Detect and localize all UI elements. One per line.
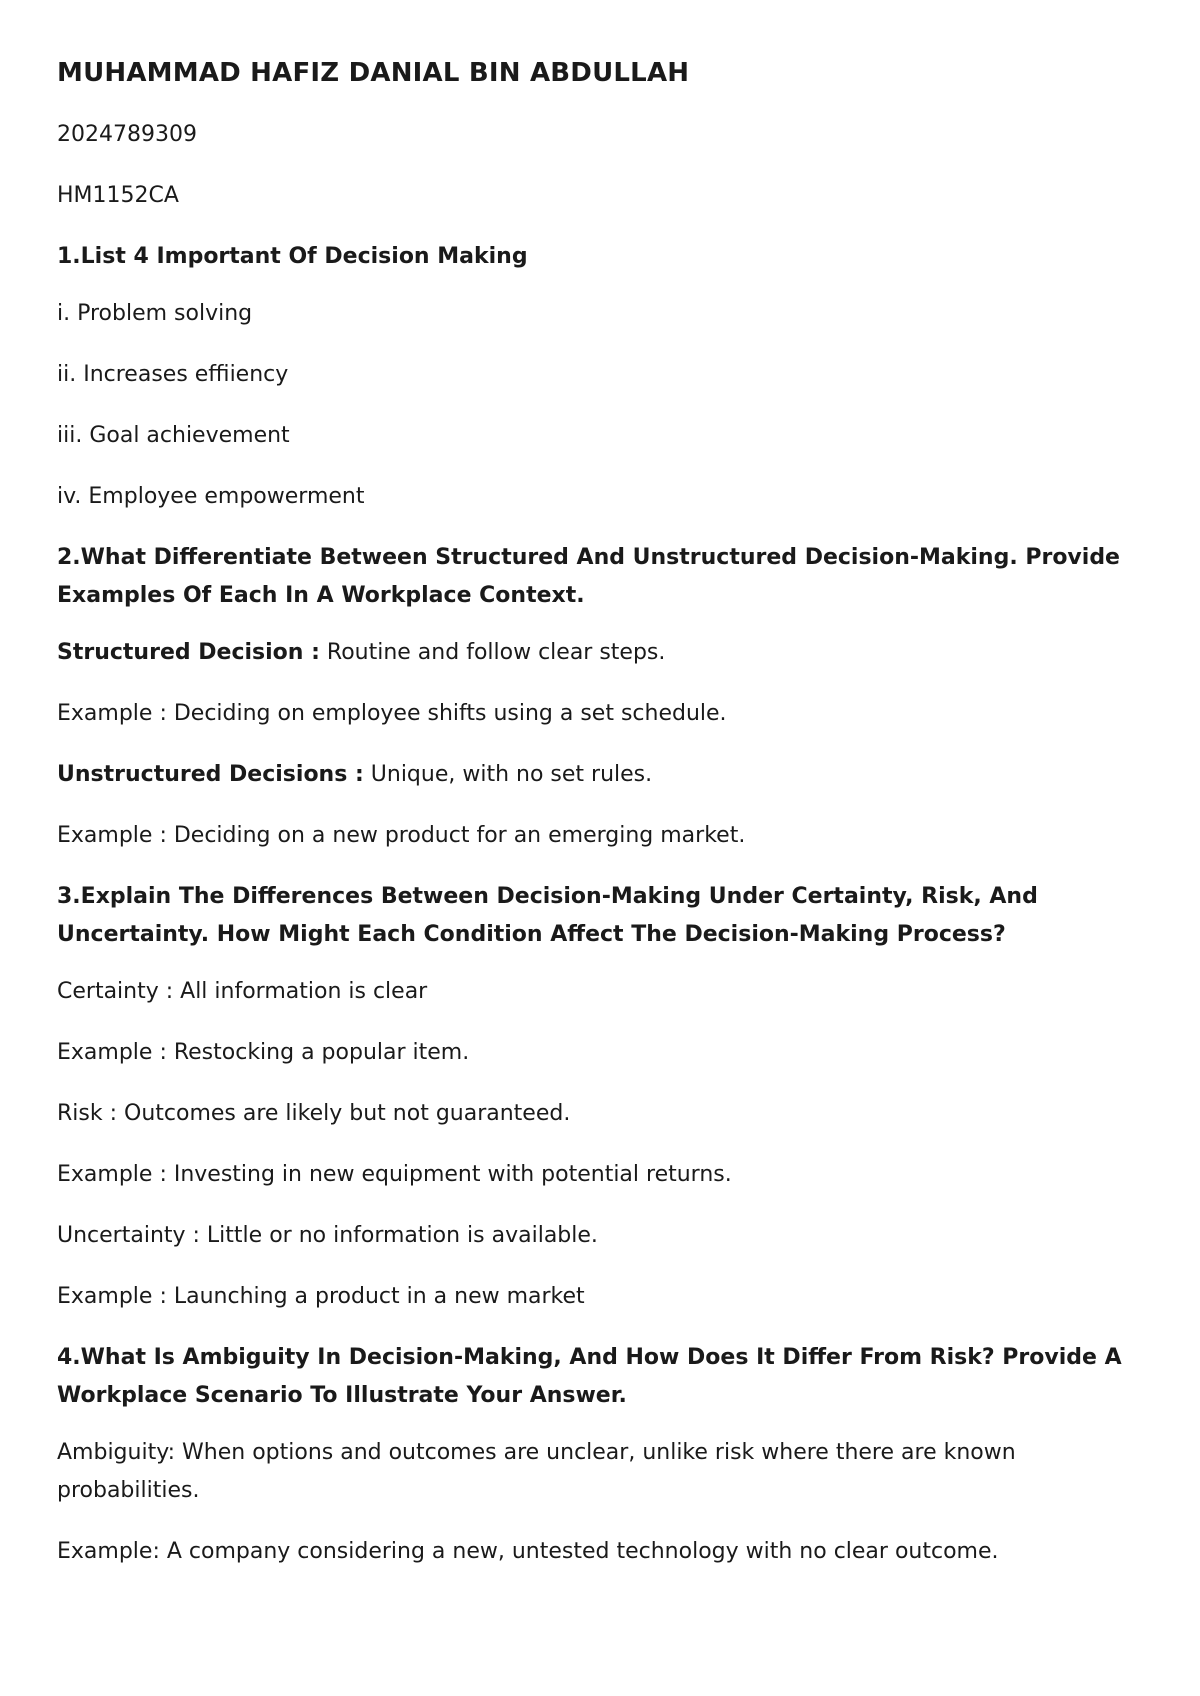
q1-item: ii. Increases effiiency xyxy=(57,362,289,387)
student-name: MUHAMMAD HAFIZ DANIAL BIN ABDULLAH xyxy=(57,58,690,88)
q1-item: iii. Goal achievement xyxy=(57,423,290,448)
question-3: 3.Explain The Differences Between Decision-Making Under Certainty, Risk, And Uncertainty. How Might Each Condition Affect The Decision-Making Process? xyxy=(57,884,1038,947)
q3-line: Example : Launching a product in a new market xyxy=(57,1284,585,1309)
ambiguity-example: Example: A company considering a new, untested technology with no clear outcome. xyxy=(57,1539,999,1564)
structured-text: Routine and follow clear steps. xyxy=(319,640,666,665)
ambiguity-definition: Ambiguity: When options and outcomes are unclear, unlike risk where there are known probabilities. xyxy=(57,1440,1016,1503)
q3-line: Uncertainty : Little or no information is available. xyxy=(57,1223,598,1248)
student-id: 2024789309 xyxy=(57,122,197,147)
unstructured-text: Unique, with no set rules. xyxy=(363,762,653,787)
q3-line: Example : Restocking a popular item. xyxy=(57,1040,470,1065)
q1-item: i. Problem solving xyxy=(57,301,253,326)
q3-line: Certainty : All information is clear xyxy=(57,979,428,1004)
structured-definition xyxy=(57,634,1160,672)
q3-line: Example : Investing in new equipment with potential returns. xyxy=(57,1162,732,1187)
unstructured-label: Unstructured Decisions : xyxy=(57,762,364,787)
unstructured-example: Example : Deciding on a new product for an emerging market. xyxy=(57,823,746,848)
question-1: 1.List 4 Important Of Decision Making xyxy=(57,244,528,269)
structured-label: Structured Decision : xyxy=(57,640,320,665)
q3-line: Risk : Outcomes are likely but not guaranteed. xyxy=(57,1101,571,1126)
question-4: 4.What Is Ambiguity In Decision-Making, And How Does It Differ From Risk? Provide A Workplace Scenario To Illustrate Your Answer. xyxy=(57,1345,1122,1408)
unstructured-definition xyxy=(57,756,1160,794)
course-code: HM1152CA xyxy=(57,183,179,208)
structured-example: Example : Deciding on employee shifts using a set schedule. xyxy=(57,701,727,726)
question-2: 2.What Differentiate Between Structured And Unstructured Decision-Making. Provide Examples Of Each In A Workplace Context. xyxy=(57,545,1120,608)
q1-item: iv. Employee empowerment xyxy=(57,484,365,509)
